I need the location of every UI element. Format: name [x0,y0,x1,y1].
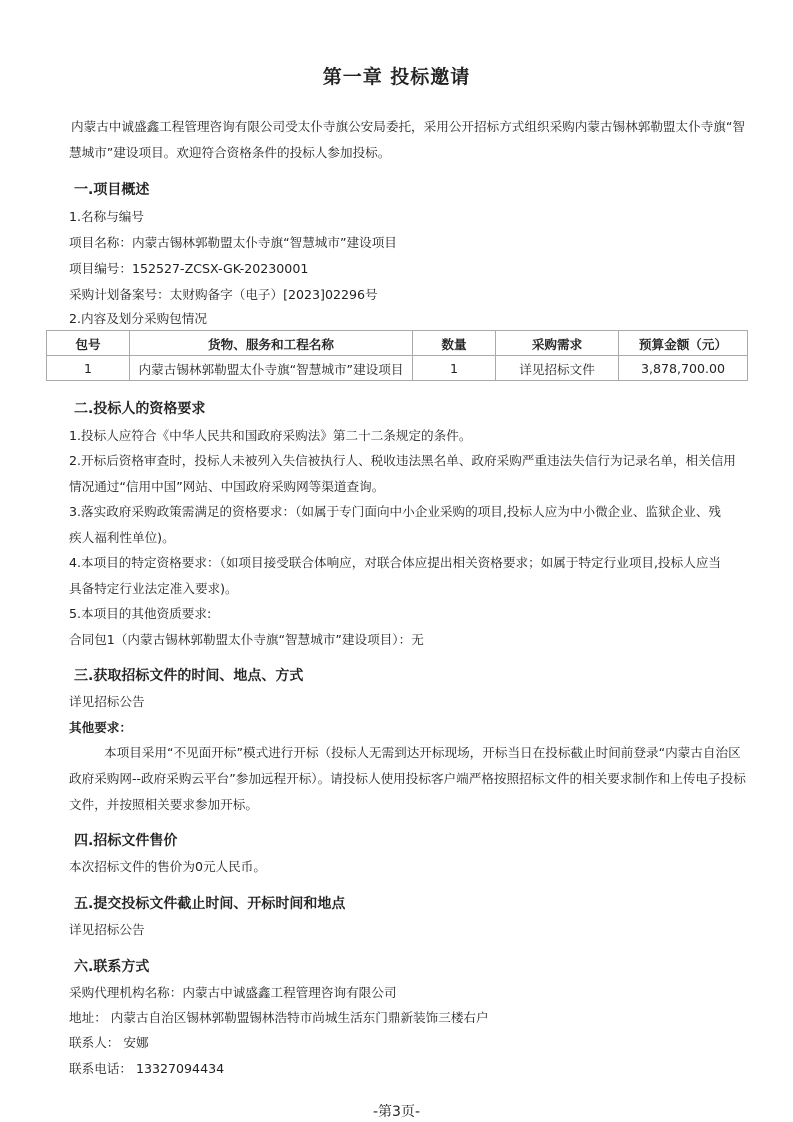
qualification-5: 5.本项目的其他资质要求: [69,606,212,621]
col-header: 包号 [47,331,130,356]
table-header-row [47,331,748,356]
contact-person: 联系人： 安娜 [69,1035,149,1050]
table-cell: 详见招标文件 [496,356,619,381]
col-header: 采购需求 [496,331,619,356]
table-cell: 1 [413,356,496,381]
other-requirements-c: 文件，并按照相关要求参加开标。 [69,797,258,812]
qualification-1: 1.投标人应符合《中华人民共和国政府采购法》第二十二条规定的条件。 [69,428,472,443]
contact-phone: 联系电话： 13327094434 [69,1061,225,1076]
section-4-heading: 四.招标文件售价 [74,833,178,849]
qualification-6: 合同包1（内蒙古锡林郭勒盟太仆寺旗“智慧城市”建设项目）：无 [69,632,424,647]
other-requirements-label: 其他要求： [69,720,132,735]
other-requirements-b: 政府采购网--政府采购云平台”参加远程开标）。请投标人使用投标客户端严格按照招标文件的相关要求制作和上传电子投标 [69,771,746,786]
section-1-heading: 一.项目概述 [74,182,150,198]
qualification-2b: 情况通过“信用中国”网站、中国政府采购网等渠道查询。 [69,479,385,494]
table-cell: 3,878,700.00 [619,356,748,381]
col-header: 数量 [413,331,496,356]
deadline-details: 详见招标公告 [69,922,145,937]
col-header: 货物、服务和工程名称 [130,331,413,356]
qualification-4a: 4.本项目的特定资格要求：（如项目接受联合体响应，对联合体应提出相关资格要求；如属于特定行业项目,投标人应当 [69,555,722,570]
obtain-details: 详见招标公告 [69,694,145,709]
table-cell: 内蒙古锡林郭勒盟太仆寺旗“智慧城市”建设项目 [130,356,413,381]
qualification-3a: 3.落实政府采购政策需满足的资格要求：（如属于专门面向中小企业采购的项目,投标人应为中小微企业、监狱企业、残 [69,504,722,519]
qualification-3b: 疾人福利性单位)。 [69,530,175,545]
document-price: 本次招标文件的售价为0元人民币。 [69,859,266,874]
section-6-heading: 六.联系方式 [74,959,150,975]
qualification-2a: 2.开标后资格审查时，投标人未被列入失信被执行人、税收违法黑名单、政府采购严重违法失信行为记录名单，相关信用 [69,453,736,468]
section-2-heading: 二.投标人的资格要求 [74,401,206,417]
page-title: 第一章 投标邀请 [322,66,471,88]
section-3-heading: 三.获取招标文件的时间、地点、方式 [74,668,304,684]
section-5-heading: 五.提交投标文件截止时间、开标时间和地点 [74,896,346,912]
agency-address: 地址： 内蒙古自治区锡林郭勒盟锡林浩特市尚城生活东门鼎新装饰三楼右户 [69,1010,489,1025]
table-cell: 1 [47,356,130,381]
col-header: 预算金额（元） [619,331,748,356]
table-row [47,356,748,381]
intro-paragraph: 内蒙古中诚盛鑫工程管理咨询有限公司受太仆寺旗公安局委托，采用公开招标方式组织采购内蒙古锡林郭勒盟太仆寺旗“智慧城市”建设项目。欢迎符合资格条件的投标人参加投标。 [69,119,745,160]
other-requirements-a: 本项目采用“不见面开标”模式进行开标（投标人无需到达开标现场，开标当日在投标截止时间前登录“内蒙古自治区 [104,745,741,760]
agency-name: 采购代理机构名称：内蒙古中诚盛鑫工程管理咨询有限公司 [69,985,397,1000]
sub-heading-packages: 2.内容及划分采购包情况 [69,311,207,326]
plan-number: 采购计划备案号：太财购备字（电子）[2023]02296号 [69,287,378,302]
page-number: -第3页- [372,1104,420,1120]
project-code: 项目编号：152527-ZCSX-GK-20230001 [69,261,309,276]
project-name: 项目名称：内蒙古锡林郭勒盟太仆寺旗“智慧城市”建设项目 [69,235,397,250]
package-table [46,330,748,381]
qualification-4b: 具备特定行业法定准入要求)。 [69,581,238,596]
sub-heading-name-code: 1.名称与编号 [69,209,144,224]
